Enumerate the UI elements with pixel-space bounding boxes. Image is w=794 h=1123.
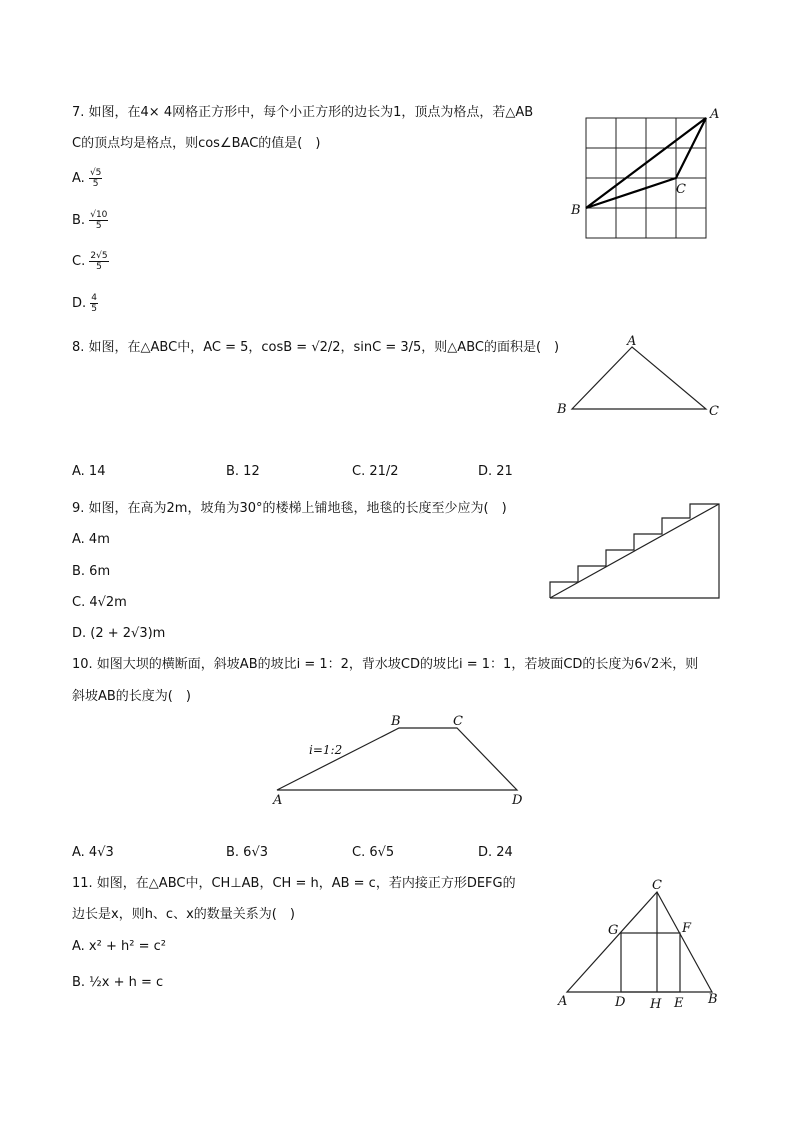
q7-option-b-fraction: $\frac{√10}{5}$ — [90, 210, 108, 231]
q9-option-d: D. (2 + 2√3)m — [72, 626, 166, 641]
q10-stem-line1: 10. 如图大坝的横断面，斜坡AB的坡比i = 1：2，背水坡CD的坡比i = 1：1，若坡面CD的长度为6√2米，则 — [72, 657, 699, 672]
q7-option-a: A. $\frac{√5}{5}$ — [72, 168, 102, 189]
q7-label-c: C — [676, 182, 686, 197]
q8-stem: 8. 如图，在△ABC中，AC = 5，cosB = √2/2，sinC = 3/5，则△ABC的面积是( ) — [72, 340, 560, 355]
q9-option-c: C. 4√2m — [72, 595, 127, 610]
q7-option-a-fraction: $\frac{√5}{5}$ — [89, 168, 102, 189]
q10-option-b: B. 6√3 — [226, 845, 269, 860]
q9-option-b: B. 6m — [72, 564, 111, 579]
q10-stem-line2: 斜坡AB的长度为( ) — [72, 689, 191, 704]
q7-option-d: D. $\frac{4}{5}$ — [72, 293, 98, 314]
q9-staircase-figure — [548, 502, 723, 602]
q10-label-a: A — [273, 793, 283, 808]
q8-triangle-abc — [572, 347, 706, 409]
q7-option-b: B. $\frac{√10}{5}$ — [72, 210, 108, 231]
q7-stem-line1: 7. 如图，在4× 4网格正方形中，每个小正方形的边长为1，顶点为格点，若△AB — [72, 105, 534, 120]
q10-option-c: C. 6√5 — [352, 845, 395, 860]
q7-option-d-fraction: $\frac{4}{5}$ — [91, 293, 98, 314]
q8-label-a: A — [627, 334, 637, 349]
q10-trapezoid-abcd — [277, 728, 517, 790]
q7-label-b: B — [571, 203, 581, 218]
q11-label-g: G — [608, 923, 619, 938]
q10-label-b: B — [391, 714, 401, 729]
q8-label-c: C — [709, 404, 719, 419]
q7-option-c: C. $\frac{2√5}{5}$ — [72, 251, 108, 272]
q10-dam-figure — [265, 710, 535, 810]
q11-stem-line1: 11. 如图，在△ABC中，CH⊥AB，CH = h，AB = c，若内接正方形DEFG的 — [72, 876, 516, 891]
q10-option-d: D. 24 — [478, 845, 513, 860]
q9-slope-line — [550, 504, 719, 598]
q9-stem: 9. 如图，在高为2m，坡角为30°的楼梯上铺地毯，地毯的长度至少应为( ) — [72, 501, 507, 516]
q7-stem-line2: C的顶点均是格点，则cos∠BAC的值是( ) — [72, 136, 321, 151]
q11-option-a: A. x² + h² = c² — [72, 939, 166, 954]
q8-option-d: D. 21 — [478, 464, 513, 479]
q11-square-figure — [552, 874, 727, 1014]
q11-label-e: E — [674, 996, 684, 1011]
q8-option-c: C. 21/2 — [352, 464, 399, 479]
q8-option-b: B. 12 — [226, 464, 260, 479]
q11-label-d: D — [615, 995, 626, 1010]
q10-label-d: D — [512, 793, 523, 808]
q11-label-a: A — [558, 994, 568, 1009]
q9-option-a: A. 4m — [72, 532, 110, 547]
q7-grid-figure — [560, 100, 730, 250]
q11-label-b: B — [708, 992, 718, 1007]
q10-option-a: A. 4√3 — [72, 845, 114, 860]
q11-square-defg — [621, 933, 680, 992]
q7-label-a: A — [710, 107, 720, 122]
q11-label-f: F — [682, 921, 692, 936]
q10-slope-label: i=1:2 — [309, 743, 343, 757]
q11-label-h: H — [650, 997, 662, 1012]
q10-label-c: C — [453, 714, 463, 729]
q8-label-b: B — [557, 402, 567, 417]
q11-label-c: C — [652, 878, 662, 893]
q11-stem-line2: 边长是x，则h、c、x的数量关系为( ) — [72, 907, 295, 922]
q11-option-b: B. ½x + h = c — [72, 975, 164, 990]
q8-triangle-figure — [550, 330, 730, 425]
q8-option-a: A. 14 — [72, 464, 106, 479]
q7-option-c-fraction: $\frac{2√5}{5}$ — [90, 251, 108, 272]
q11-triangle-abc — [567, 892, 712, 992]
